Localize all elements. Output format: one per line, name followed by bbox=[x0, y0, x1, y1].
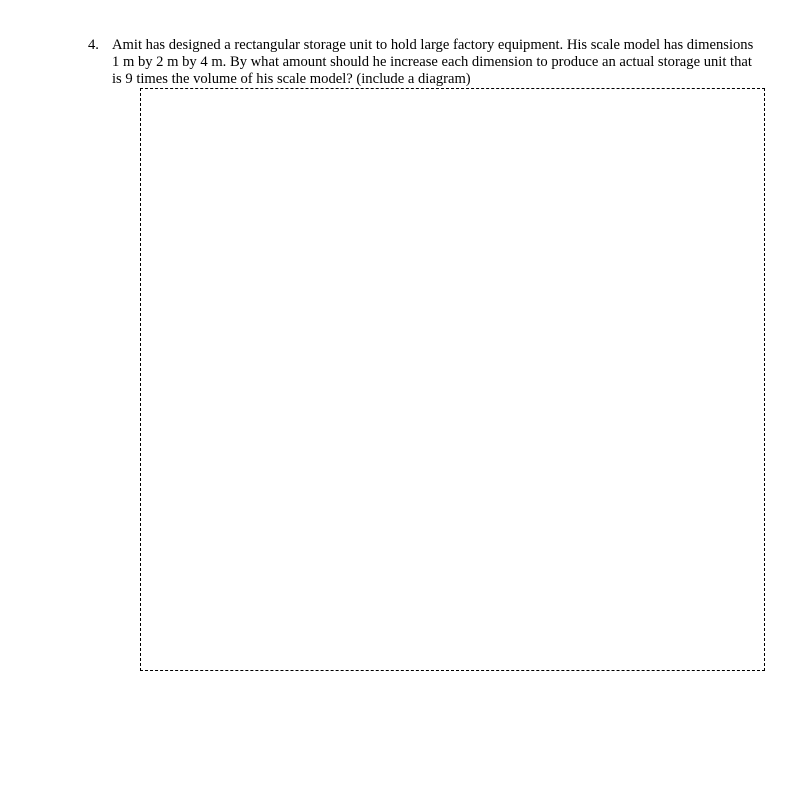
answer-box[interactable] bbox=[140, 88, 765, 671]
question-line-3: is 9 times the volume of his scale model? (include a diagram) bbox=[112, 71, 471, 87]
question-text bbox=[112, 37, 768, 88]
question-4 bbox=[88, 37, 768, 88]
question-line-1: Amit has designed a rectangular storage unit to hold large factory equipment. His scale model has dimensions bbox=[112, 37, 754, 53]
question-line-2: 1 m by 2 m by 4 m. By what amount should he increase each dimension to produce an actual storage unit that bbox=[112, 54, 752, 70]
question-number: 4. bbox=[88, 37, 99, 53]
